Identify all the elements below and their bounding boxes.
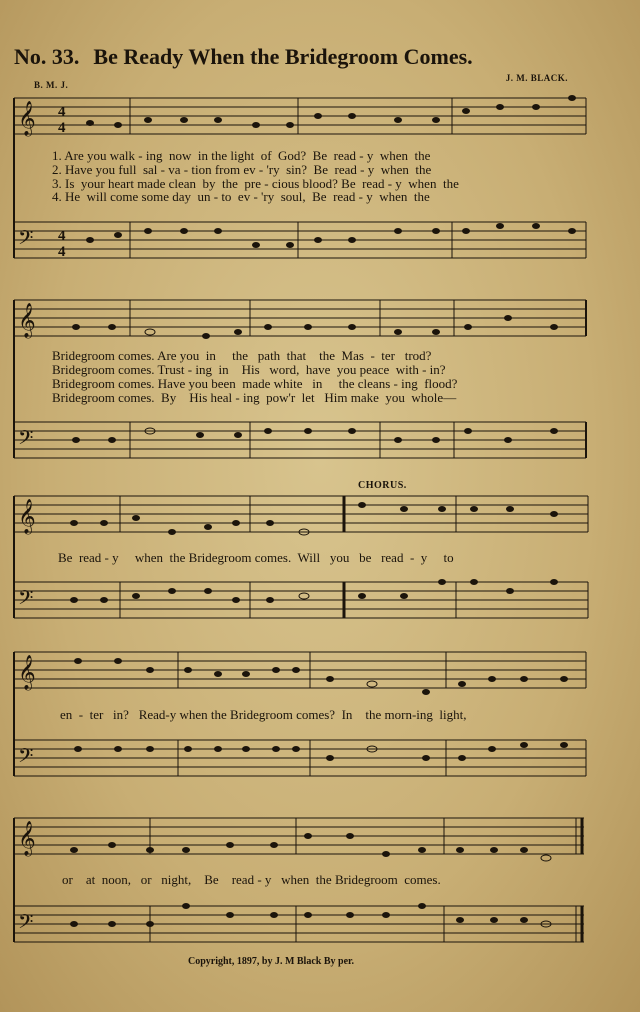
svg-text:𝄢: 𝄢: [18, 744, 34, 772]
svg-text:𝄞: 𝄞: [18, 821, 36, 856]
svg-text:4: 4: [58, 244, 66, 260]
svg-text:4: 4: [58, 104, 66, 120]
copyright-notice: Copyright, 1897, by J. M Black By per.: [188, 956, 355, 967]
verse-3-line-2: Bridegroom comes. Have you been made white in the cleans - ing flood?: [52, 376, 458, 391]
hymn-title: Be Ready When the Bridegroom Comes.: [93, 44, 473, 69]
chorus-line-2: en - ter in? Read-y when the Bridegroom comes? In the morn-ing light,: [60, 707, 467, 722]
svg-text:𝄞: 𝄞: [18, 303, 36, 338]
words-credit: B. M. J.: [34, 80, 69, 90]
verse-1-line-2: Bridegroom comes. Are you in the path that the Mas - ter trod?: [52, 348, 432, 363]
verse-2-line-1: 2. Have you full sal - va - tion from ev - 'ry sin? Be read - y when the: [52, 162, 432, 177]
chorus-line-1: Be read - y when the Bridegroom comes. Will you be read - y to: [58, 550, 454, 565]
svg-text:𝄢: 𝄢: [18, 586, 34, 614]
svg-text:𝄞: 𝄞: [18, 499, 36, 534]
verse-4-line-2: Bridegroom comes. By His heal - ing pow'r let Him make you whole—: [52, 390, 457, 405]
svg-text:𝄢: 𝄢: [18, 226, 34, 254]
verse-2-line-2: Bridegroom comes. Trust - ing in His word, have you peace with - in?: [52, 362, 446, 377]
verse-3-line-1: 3. Is your heart made clean by the pre - cious blood? Be read - y when the: [52, 176, 459, 191]
svg-text:𝄢: 𝄢: [18, 910, 34, 938]
music-credit: J. M. BLACK.: [505, 73, 568, 83]
chorus-label: CHORUS.: [358, 480, 407, 491]
svg-text:𝄞: 𝄞: [18, 655, 36, 690]
svg-text:𝄢: 𝄢: [18, 426, 34, 454]
verse-1-line-1: 1. Are you walk - ing now in the light of God? Be read - y when the: [52, 148, 431, 163]
hymn-number: No. 33.: [14, 44, 80, 69]
svg-text:4: 4: [58, 228, 66, 244]
chorus-line-3: or at noon, or night, Be read - y when the Bridegroom comes.: [62, 872, 441, 887]
verse-4-line-1: 4. He will come some day un - to ev - 'ry soul, Be read - y when the: [52, 189, 430, 204]
svg-text:4: 4: [58, 120, 66, 136]
svg-text:𝄞: 𝄞: [18, 101, 36, 136]
